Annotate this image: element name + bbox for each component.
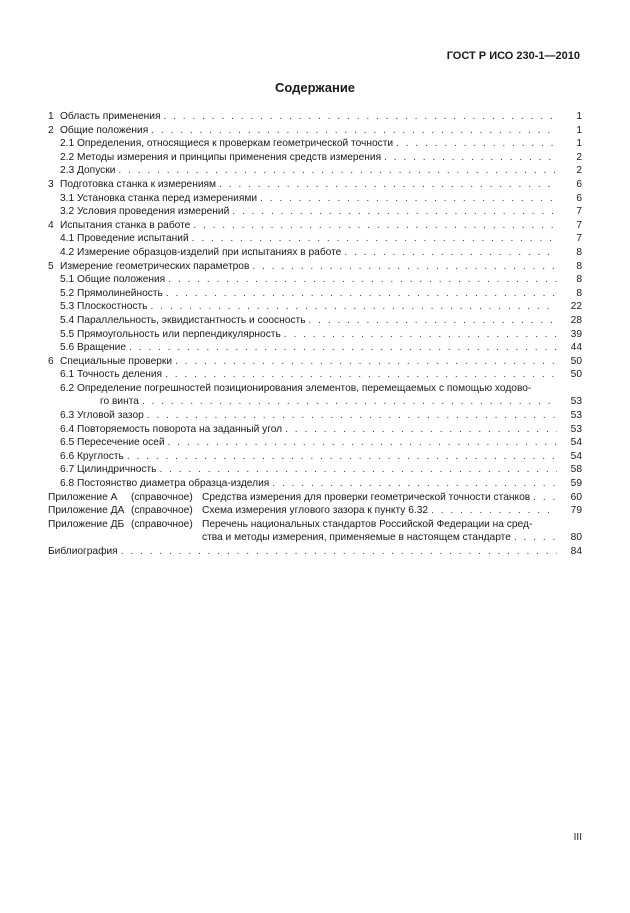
leader-dots — [118, 164, 557, 178]
bibliography-label: Библиография — [48, 546, 118, 557]
toc-entry[interactable] — [48, 300, 582, 314]
appendix-title: Схема измерения углового зазора к пункту 6.32 — [202, 505, 429, 517]
toc-entry-label: 6.4 Повторяемость поворота на заданный угол — [60, 423, 283, 435]
toc-entry[interactable] — [48, 151, 582, 165]
appendix-entry[interactable] — [48, 491, 582, 505]
toc-entry-page: 28 — [570, 314, 582, 326]
toc-entry[interactable] — [48, 164, 582, 178]
appendix-name: Приложение А — [48, 491, 118, 503]
toc-entry[interactable] — [48, 137, 582, 151]
appendix-entry[interactable] — [48, 504, 582, 518]
toc-entry-page: 22 — [570, 301, 582, 313]
leader-dots — [166, 287, 557, 301]
toc-entry-number: 6 — [48, 355, 54, 367]
leader-dots — [309, 314, 558, 328]
toc-entry[interactable] — [48, 260, 582, 274]
leader-dots — [168, 436, 557, 450]
toc-entry-label: 4.1 Проведение испытаний — [60, 233, 189, 245]
leader-dots — [168, 273, 557, 287]
toc-entry-page: 8 — [576, 274, 582, 286]
appendix-kind: (справочное) — [131, 491, 193, 503]
toc-entry[interactable] — [48, 463, 582, 477]
leader-dots — [284, 328, 557, 342]
bibliography-entry[interactable] — [48, 545, 582, 559]
bibliography-page: 84 — [570, 546, 582, 557]
toc-entry-page: 53 — [570, 423, 582, 435]
toc-entry-label: Область применения — [60, 111, 161, 122]
leader-dots — [163, 110, 557, 124]
toc-entry-page: 44 — [570, 342, 582, 354]
toc-entry-label: 6.1 Точность деления — [60, 369, 163, 381]
toc-entry-label: 6.5 Пересечение осей — [60, 437, 165, 449]
toc-entry[interactable] — [48, 124, 582, 138]
toc-entry-page: 59 — [570, 478, 582, 490]
toc-entry-number: 1 — [48, 111, 54, 122]
toc-entry-page: 54 — [570, 450, 582, 462]
toc-entry[interactable] — [48, 273, 582, 287]
appendix-name: Приложение ДБ — [48, 518, 125, 530]
toc-entry-label: 3.1 Установка станка перед измерениями — [60, 192, 258, 204]
leader-dots — [121, 545, 557, 559]
toc-entry-page: 50 — [570, 369, 582, 381]
leader-dots — [431, 504, 557, 518]
leader-dots — [272, 477, 557, 491]
toc-entry-page: 7 — [576, 233, 582, 245]
leader-dots — [252, 260, 557, 274]
toc-entry[interactable] — [48, 409, 582, 423]
toc-entry-page: 53 — [570, 396, 582, 408]
toc-entry-page: 7 — [576, 206, 582, 218]
toc-entry-page: 50 — [570, 355, 582, 367]
appendix-page: 79 — [570, 505, 582, 517]
toc-entry[interactable] — [48, 287, 582, 301]
leader-dots — [219, 178, 557, 192]
leader-dots — [147, 409, 557, 423]
leader-dots — [175, 355, 557, 369]
toc-entry-label: Общие положения — [60, 124, 149, 136]
toc-entry-label: 5.6 Вращение — [60, 342, 127, 354]
appendix-name: Приложение ДА — [48, 505, 125, 517]
toc-entry[interactable] — [48, 219, 582, 233]
toc-entry-label: 5.2 Прямолинейность — [60, 287, 163, 299]
toc-entry-label: 5.3 Плоскостность — [60, 301, 148, 313]
toc-entry-label: 2.1 Определения, относящиеся к проверкам геометрической точности — [60, 138, 394, 150]
leader-dots — [285, 423, 557, 437]
toc-entry-label: 6.6 Круглость — [60, 450, 124, 462]
toc-entry-label: 3.2 Условия проведения измерений — [60, 206, 230, 218]
toc-entry[interactable] — [48, 205, 582, 219]
leader-dots — [396, 137, 557, 151]
leader-dots — [260, 192, 557, 206]
leader-dots — [127, 450, 557, 464]
toc-entry[interactable] — [48, 355, 582, 369]
toc-entry[interactable] — [48, 178, 582, 192]
appendix-kind: (справочное) — [131, 518, 193, 530]
toc-entry-label: 5.1 Общие положения — [60, 274, 166, 286]
toc-entry-number: 5 — [48, 260, 54, 272]
toc-entry-page: 1 — [576, 138, 582, 150]
toc-entry[interactable] — [48, 423, 582, 437]
toc-entry-number: 2 — [48, 124, 54, 136]
toc-entry-label: Подготовка станка к измерениям — [60, 178, 217, 190]
table-of-contents — [48, 110, 582, 559]
appendix-db-entry[interactable] — [48, 518, 582, 545]
toc-entry[interactable] — [48, 192, 582, 206]
toc-entry-page: 1 — [576, 124, 582, 136]
toc-entry-page: 58 — [570, 464, 582, 476]
leader-dots — [193, 219, 557, 233]
document-code: ГОСТ Р ИСО 230-1—2010 — [446, 50, 580, 62]
leader-dots — [384, 151, 557, 165]
page-title: Содержание — [274, 80, 356, 95]
appendix-page: 80 — [570, 532, 582, 544]
toc-entry-label: 5.4 Параллельность, эквидистантность и соосность — [60, 314, 306, 326]
leader-dots — [151, 300, 558, 314]
toc-entry[interactable] — [48, 341, 582, 355]
toc-entry-label: Специальные проверки — [60, 355, 173, 367]
toc-entry-label: 6.7 Цилиндричность — [60, 464, 157, 476]
toc-entry-label: 6.2 Определение погрешностей позиционирования элементов, перемещаемых с помощью ходово- — [60, 382, 532, 394]
appendix-title: Средства измерения для проверки геометрической точности станков — [202, 491, 531, 503]
toc-entry-page: 8 — [576, 260, 582, 272]
appendix-title: Перечень национальных стандартов Российской Федерации на сред- — [202, 518, 533, 530]
toc-entry-6-2[interactable] — [48, 382, 582, 409]
toc-entry-label: 2.3 Допуски — [60, 165, 116, 177]
toc-entry-label: Испытания станка в работе — [60, 219, 191, 231]
toc-entry-page: 8 — [576, 287, 582, 299]
toc-entry-label: 2.2 Методы измерения и принципы применения средств измерения — [60, 151, 382, 163]
toc-entry-number: 3 — [48, 178, 54, 190]
leader-dots — [129, 341, 557, 355]
toc-entry[interactable] — [48, 450, 582, 464]
leader-dots — [142, 395, 557, 409]
leader-dots — [514, 531, 557, 545]
page-number: III — [573, 832, 582, 843]
toc-entry[interactable] — [48, 110, 582, 124]
toc-entry-page: 53 — [570, 410, 582, 422]
toc-entry[interactable] — [48, 246, 582, 260]
toc-entry-label-cont: го винта — [100, 396, 139, 408]
toc-entry[interactable] — [48, 368, 582, 382]
leader-dots — [533, 491, 557, 505]
toc-entry-label: 6.8 Постоянство диаметра образца-изделия — [60, 478, 270, 490]
toc-entry[interactable] — [48, 477, 582, 491]
toc-entry-page: 1 — [576, 111, 582, 122]
toc-entry[interactable] — [48, 328, 582, 342]
leader-dots — [344, 246, 557, 260]
toc-entry-page: 6 — [576, 178, 582, 190]
leader-dots — [232, 205, 557, 219]
toc-entry[interactable] — [48, 436, 582, 450]
toc-entry-page: 6 — [576, 192, 582, 204]
toc-entry-number: 4 — [48, 219, 54, 231]
toc-entry-label: Измерение геометрических параметров — [60, 260, 250, 272]
appendix-page: 60 — [570, 491, 582, 503]
leader-dots — [151, 124, 557, 138]
toc-entry-label: 5.5 Прямоугольность или перпендикулярность — [60, 328, 281, 340]
leader-dots — [192, 232, 557, 246]
toc-entry-page: 54 — [570, 437, 582, 449]
toc-entry-label: 4.2 Измерение образцов-изделий при испытаниях в работе — [60, 246, 342, 258]
toc-entry[interactable] — [48, 314, 582, 328]
toc-entry-page: 7 — [576, 219, 582, 231]
appendix-kind: (справочное) — [131, 505, 193, 517]
appendix-title-cont: ства и методы измерения, применяемые в настоящем стандарте — [202, 532, 511, 544]
leader-dots — [165, 368, 557, 382]
toc-entry-page: 8 — [576, 246, 582, 258]
toc-entry-label: 6.3 Угловой зазор — [60, 410, 144, 422]
toc-entry[interactable] — [48, 232, 582, 246]
toc-entry-page: 2 — [576, 165, 582, 177]
toc-entry-page: 2 — [576, 151, 582, 163]
toc-entry-page: 39 — [570, 328, 582, 340]
leader-dots — [159, 463, 557, 477]
